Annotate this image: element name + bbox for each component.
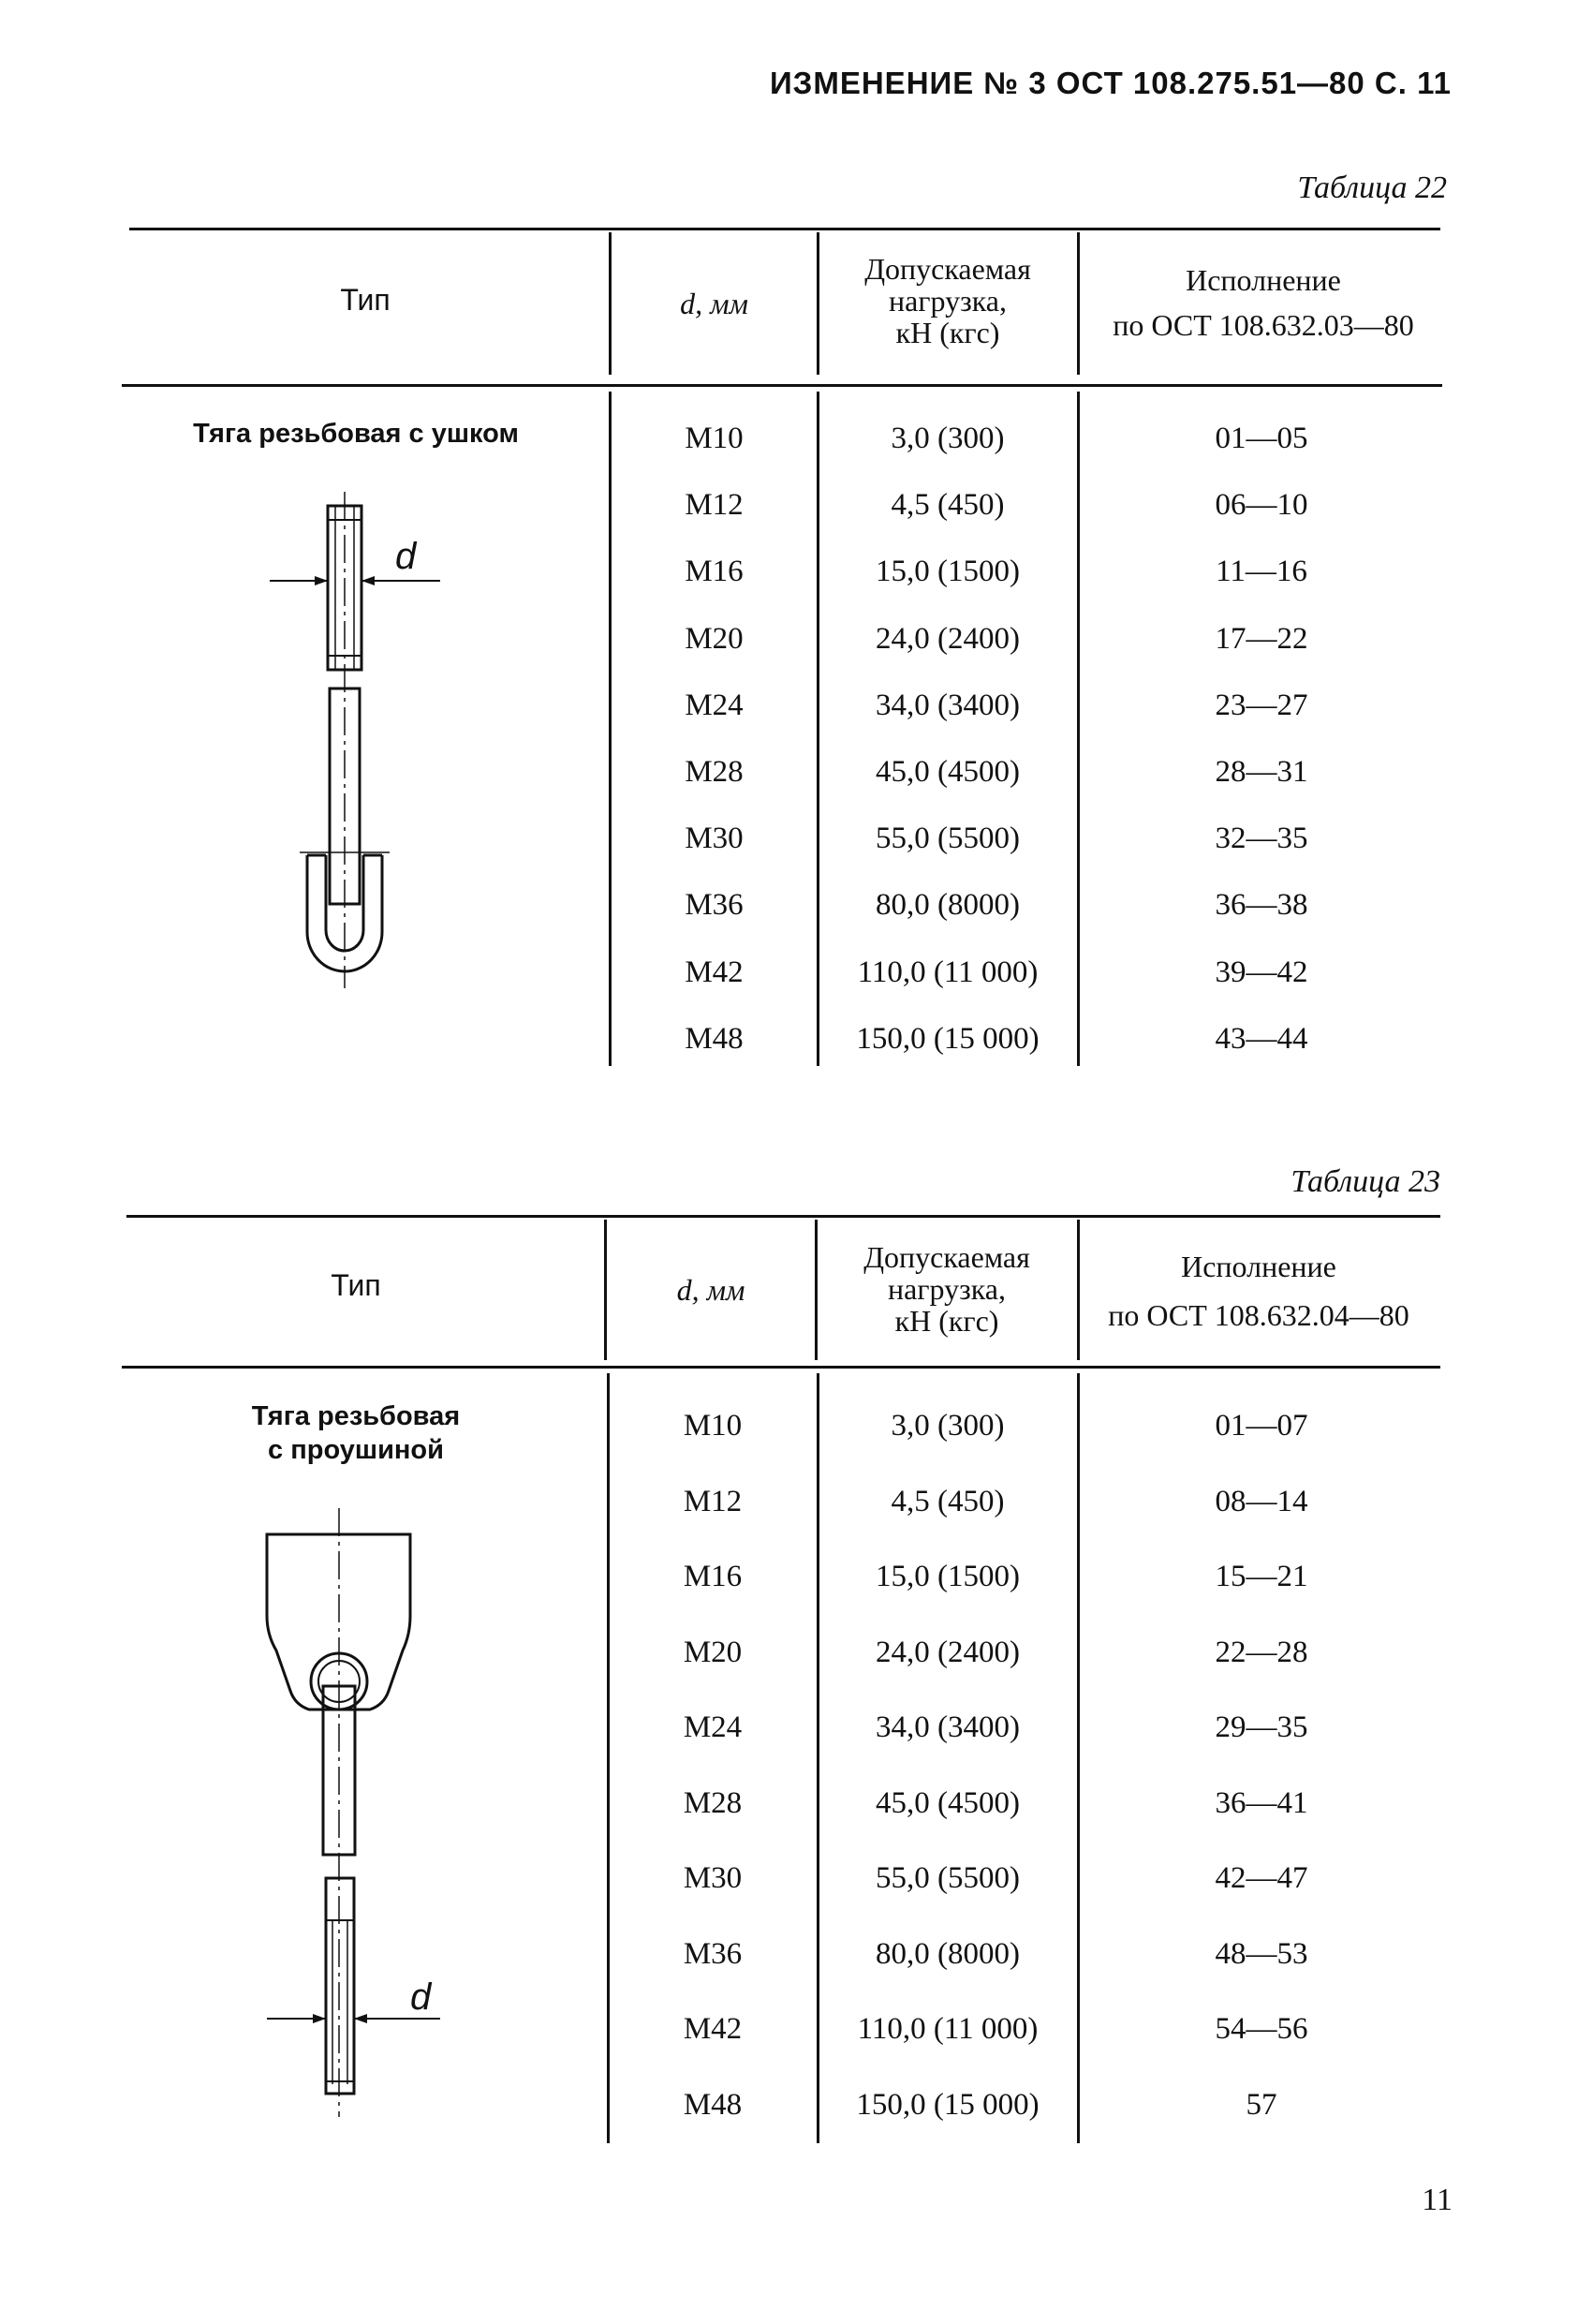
table-22-col-divider	[1077, 232, 1080, 375]
cell-d: М16	[685, 555, 744, 588]
cell-exec: 08—14	[1215, 1485, 1308, 1518]
table-22-top-rule	[129, 228, 1440, 230]
cell-exec: 29—35	[1215, 1710, 1308, 1744]
table-23-header-type: Тип	[331, 1268, 381, 1302]
cell-load: 3,0 (300)	[891, 422, 1005, 455]
cell-exec: 11—16	[1216, 555, 1307, 588]
cell-load: 150,0 (15 000)	[856, 1022, 1040, 1056]
table-22-col-divider	[609, 232, 612, 375]
table-23-col-divider	[1077, 1373, 1080, 2143]
table-22-col-divider	[817, 232, 819, 375]
header-load-line: Допускаемая	[863, 1240, 1030, 1274]
cell-d: М30	[685, 822, 744, 855]
page-number: 11	[1422, 2183, 1453, 2217]
table-22-col-divider	[1077, 392, 1080, 1066]
table-22-header-d: d, мм	[680, 287, 748, 320]
cell-exec: 06—10	[1215, 488, 1308, 522]
cell-load: 34,0 (3400)	[876, 688, 1020, 722]
cell-exec: 32—35	[1215, 822, 1308, 855]
header-load-line: кН (кгс)	[894, 1304, 999, 1338]
cell-exec: 15—21	[1215, 1560, 1308, 1593]
cell-load: 24,0 (2400)	[876, 1636, 1020, 1669]
cell-exec: 01—05	[1215, 422, 1308, 455]
cell-load: 80,0 (8000)	[876, 1937, 1020, 1971]
header-load-line: кН (кгс)	[895, 316, 1000, 349]
cell-d: М12	[685, 488, 744, 522]
cell-d: М16	[683, 1560, 743, 1593]
cell-load: 3,0 (300)	[891, 1409, 1005, 1443]
figure-dimension-label: d	[410, 1976, 432, 2018]
table-23-type-label	[131, 1399, 581, 1467]
header-exec-line: по ОСТ 108.632.03—80	[1113, 308, 1414, 342]
cell-exec: 43—44	[1215, 1022, 1308, 1056]
cell-d: М48	[685, 1022, 744, 1056]
header-load-line: Допускаемая	[864, 252, 1031, 286]
cell-d: М36	[685, 888, 744, 922]
cell-load: 34,0 (3400)	[876, 1710, 1020, 1744]
table-23-col-divider	[817, 1373, 819, 2143]
cell-load: 15,0 (1500)	[876, 1560, 1020, 1593]
table-22-header-exec	[1081, 264, 1446, 341]
table-22-header-rule	[122, 384, 1442, 387]
table-22-col-divider	[817, 392, 819, 1066]
cell-load: 55,0 (5500)	[876, 822, 1020, 855]
table-22-type-label	[131, 417, 581, 451]
table-23-header-rule	[122, 1366, 1440, 1369]
cell-d: М42	[683, 2012, 743, 2046]
header-exec-line: по ОСТ 108.632.04—80	[1108, 1298, 1409, 1332]
table-23-top-rule	[126, 1215, 1440, 1218]
cell-load: 110,0 (11 000)	[857, 955, 1039, 989]
cell-exec: 36—41	[1215, 1786, 1308, 1820]
cell-load: 80,0 (8000)	[876, 888, 1020, 922]
table-23-col-divider	[1077, 1220, 1080, 1360]
cell-load: 4,5 (450)	[891, 488, 1005, 522]
cell-d: М28	[683, 1786, 743, 1820]
table-23-caption: Таблица 23	[1291, 1164, 1440, 1199]
cell-d: М10	[683, 1409, 743, 1443]
header-exec-line: Исполнение	[1186, 263, 1341, 297]
cell-d: М10	[685, 422, 744, 455]
cell-d: М42	[685, 955, 744, 989]
type-label-line: Тяга резьбовая с ушком	[193, 419, 519, 449]
table-22-header-load	[820, 253, 1075, 348]
type-label-line: Тяга резьбовая	[251, 1401, 461, 1431]
cell-exec: 39—42	[1215, 955, 1308, 989]
cell-load: 24,0 (2400)	[876, 622, 1020, 656]
cell-exec: 01—07	[1215, 1409, 1308, 1443]
cell-exec: 36—38	[1215, 888, 1308, 922]
cell-d: М36	[683, 1937, 743, 1971]
cell-load: 4,5 (450)	[891, 1485, 1005, 1518]
table-22-header-type: Тип	[340, 283, 391, 317]
cell-exec: 42—47	[1215, 1861, 1308, 1895]
page-header: ИЗМЕНЕНИЕ № 3 ОСТ 108.275.51—80 С. 11	[769, 66, 1452, 100]
cell-exec: 54—56	[1215, 2012, 1308, 2046]
cell-exec: 57	[1246, 2088, 1277, 2122]
table-23-col-divider	[604, 1220, 607, 1360]
table-23-header-d: d, мм	[676, 1273, 745, 1307]
table-23-header-load	[819, 1241, 1075, 1337]
cell-d: М24	[683, 1710, 743, 1744]
cell-d: М12	[683, 1485, 743, 1518]
rod-with-clevis-figure	[253, 1508, 468, 2117]
cell-load: 45,0 (4500)	[876, 755, 1020, 789]
header-load-line: нагрузка,	[889, 284, 1007, 318]
cell-d: М20	[683, 1636, 743, 1669]
table-23-col-divider	[607, 1373, 610, 2143]
figure-dimension-label: d	[395, 536, 417, 577]
cell-d: М20	[685, 622, 744, 656]
cell-load: 45,0 (4500)	[876, 1786, 1020, 1820]
type-label-line: с проушиной	[268, 1435, 444, 1465]
rod-with-eye-figure	[262, 492, 468, 998]
header-exec-line: Исполнение	[1181, 1250, 1336, 1283]
cell-load: 110,0 (11 000)	[857, 2012, 1039, 2046]
cell-exec: 22—28	[1215, 1636, 1308, 1669]
cell-load: 150,0 (15 000)	[856, 2088, 1040, 2122]
table-22-caption: Таблица 22	[1297, 170, 1447, 205]
cell-exec: 28—31	[1215, 755, 1308, 789]
cell-exec: 48—53	[1215, 1937, 1308, 1971]
cell-load: 55,0 (5500)	[876, 1861, 1020, 1895]
cell-d: М28	[685, 755, 744, 789]
table-23-header-exec	[1081, 1251, 1437, 1331]
header-load-line: нагрузка,	[888, 1272, 1006, 1306]
cell-d: М30	[683, 1861, 743, 1895]
cell-d: М48	[683, 2088, 743, 2122]
cell-d: М24	[685, 688, 744, 722]
table-23-col-divider	[815, 1220, 818, 1360]
cell-exec: 23—27	[1215, 688, 1308, 722]
table-22-col-divider	[609, 392, 612, 1066]
cell-load: 15,0 (1500)	[876, 555, 1020, 588]
cell-exec: 17—22	[1215, 622, 1308, 656]
